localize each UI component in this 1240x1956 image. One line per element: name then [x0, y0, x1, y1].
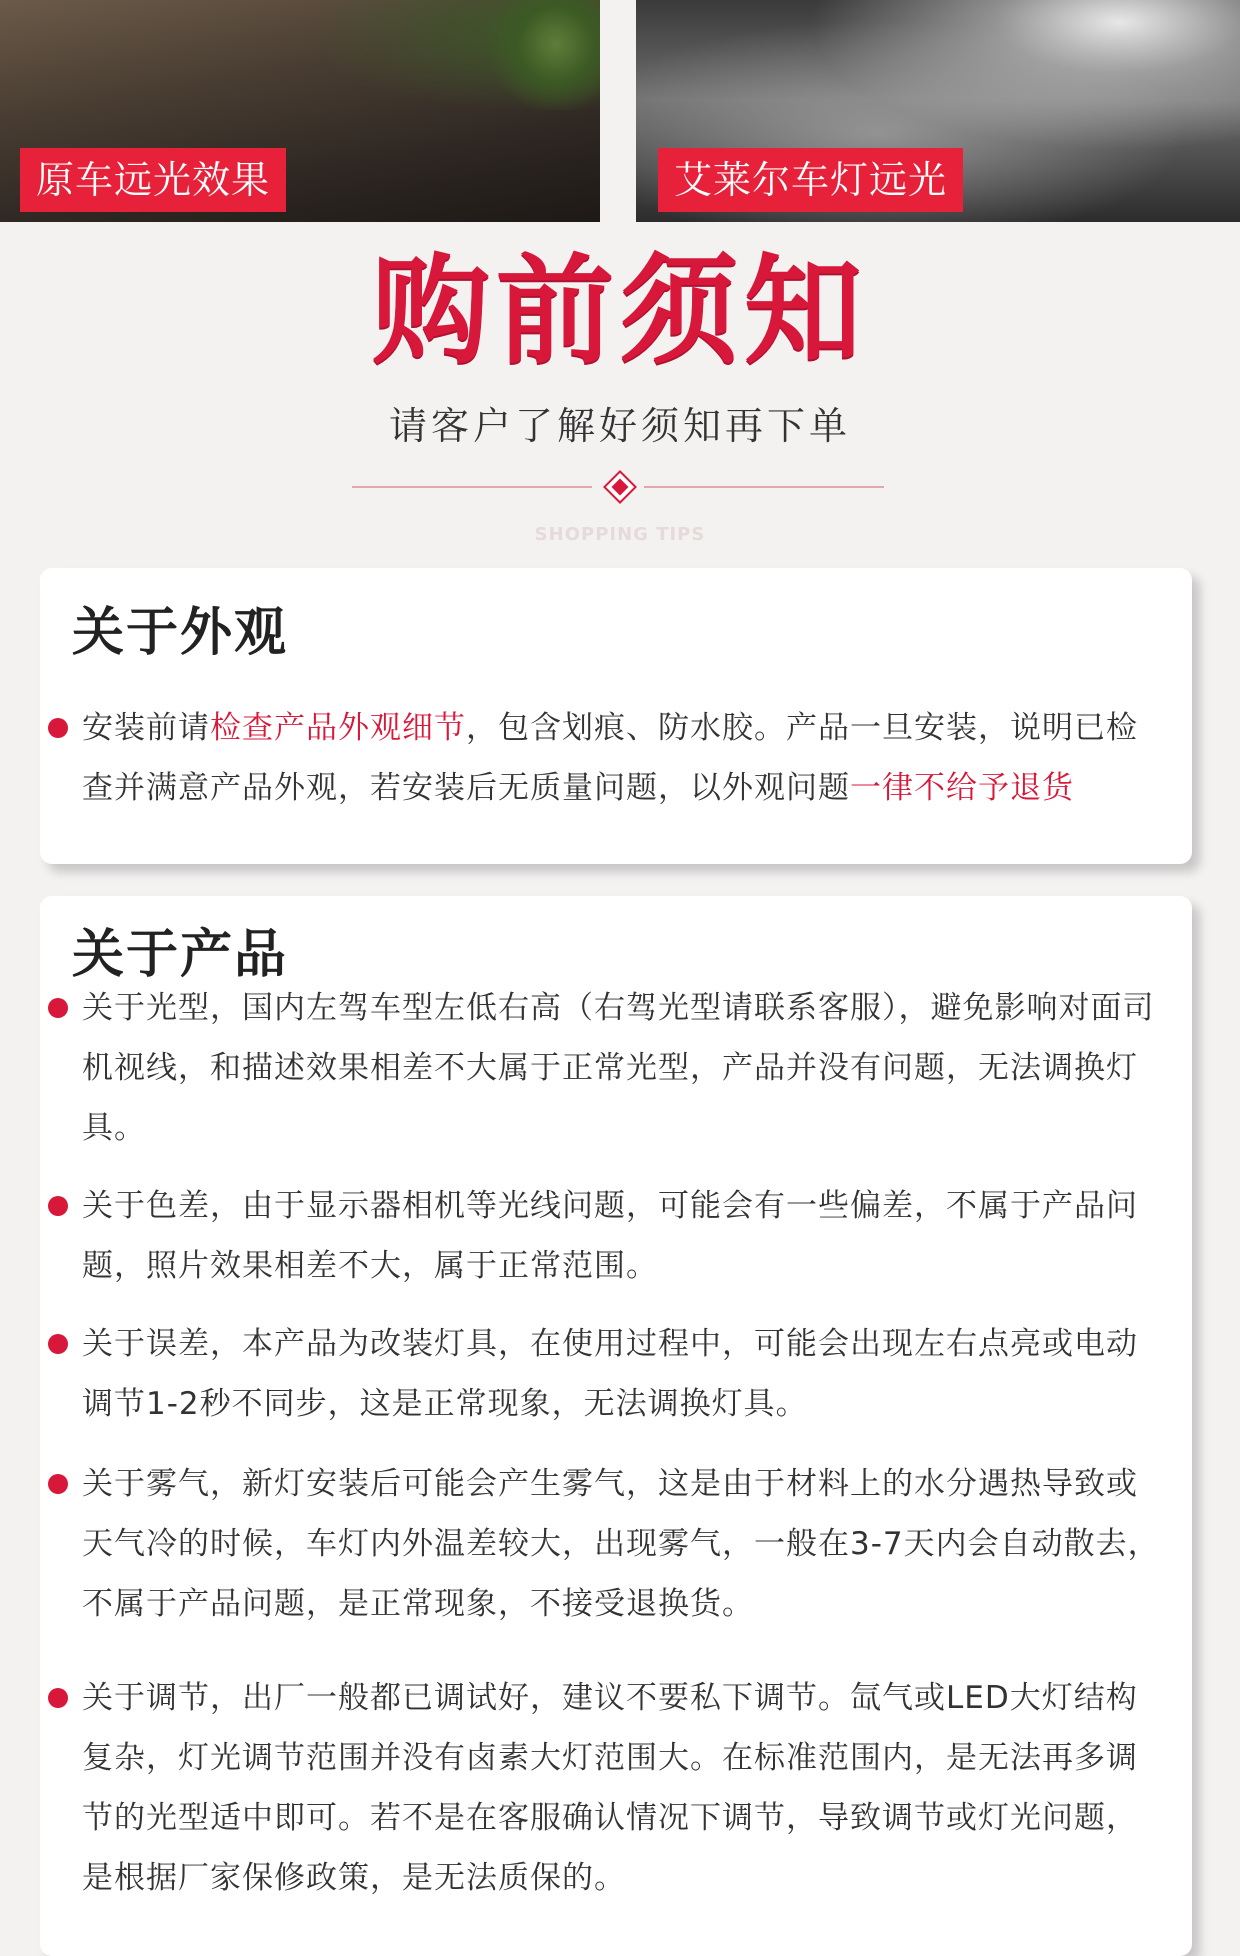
highlight-check-details: 检查产品外观细节 [210, 710, 466, 746]
bullet-icon [48, 1688, 68, 1708]
bullet-icon [48, 1196, 68, 1216]
bullet-icon [48, 1334, 68, 1354]
text-part: 安装前请 [82, 710, 210, 746]
appearance-card [40, 568, 1192, 864]
upgraded-high-beam-label: 艾莱尔车灯远光 [658, 148, 963, 212]
product-item-text: 关于调节，出厂一般都已调试好，建议不要私下调节。氙气或LED大灯结构复杂，灯光调节范围并没有卤素大灯范围大。在标准范围内，是无法再多调节的光型适中即可。若不是在客服确认情况下调节，导致调节或灯光问题，是根据厂家保修政策，是无法质保的。 [82, 1680, 1138, 1896]
upgraded-high-beam-photo [636, 0, 1240, 222]
shopping-tips-caption: SHOPPING TIPS [534, 524, 706, 545]
product-title: 关于产品 [72, 925, 289, 985]
appearance-title: 关于外观 [72, 603, 289, 663]
product-card [40, 896, 1192, 1956]
product-item-text: 关于误差，本产品为改装灯具，在使用过程中，可能会出现左右点亮或电动调节1-2秒不同步，这是正常现象，无法调换灯具。 [82, 1326, 1138, 1422]
product-item-text: 关于色差，由于显示器相机等光线问题，可能会有一些偏差，不属于产品问题，照片效果相差不大，属于正常范围。 [82, 1188, 1138, 1284]
bullet-icon [48, 1474, 68, 1494]
page-title: 购前须知 [371, 242, 868, 380]
text-part: ，包含划痕、防水胶。产品一旦安装，说明已检查并满意产品外观，若安装后无质量问题，以外观问题 [82, 710, 1138, 806]
divider-left [352, 486, 592, 488]
comparison-photos [0, 0, 1240, 222]
bullet-icon [48, 718, 68, 738]
highlight-no-return: 一律不给予退货 [850, 770, 1074, 806]
appearance-text [82, 698, 1162, 818]
bullet-icon [48, 998, 68, 1018]
product-item-text: 关于雾气，新灯安装后可能会产生雾气，这是由于材料上的水分遇热导致或天气冷的时候，车灯内外温差较大，出现雾气，一般在3-7天内会自动散去，不属于产品问题，是正常现象，不接受退换货。 [82, 1466, 1160, 1622]
stock-high-beam-label: 原车远光效果 [20, 148, 286, 212]
stock-high-beam-photo [0, 0, 600, 222]
page-subtitle: 请客户了解好须知再下单 [388, 404, 851, 448]
product-item-text: 关于光型，国内左驾车型左低右高（右驾光型请联系客服），避免影响对面司机视线，和描述效果相差不大属于正常光型，产品并没有问题，无法调换灯具。 [82, 990, 1155, 1146]
divider-right [644, 486, 884, 488]
foliage [490, 0, 600, 110]
